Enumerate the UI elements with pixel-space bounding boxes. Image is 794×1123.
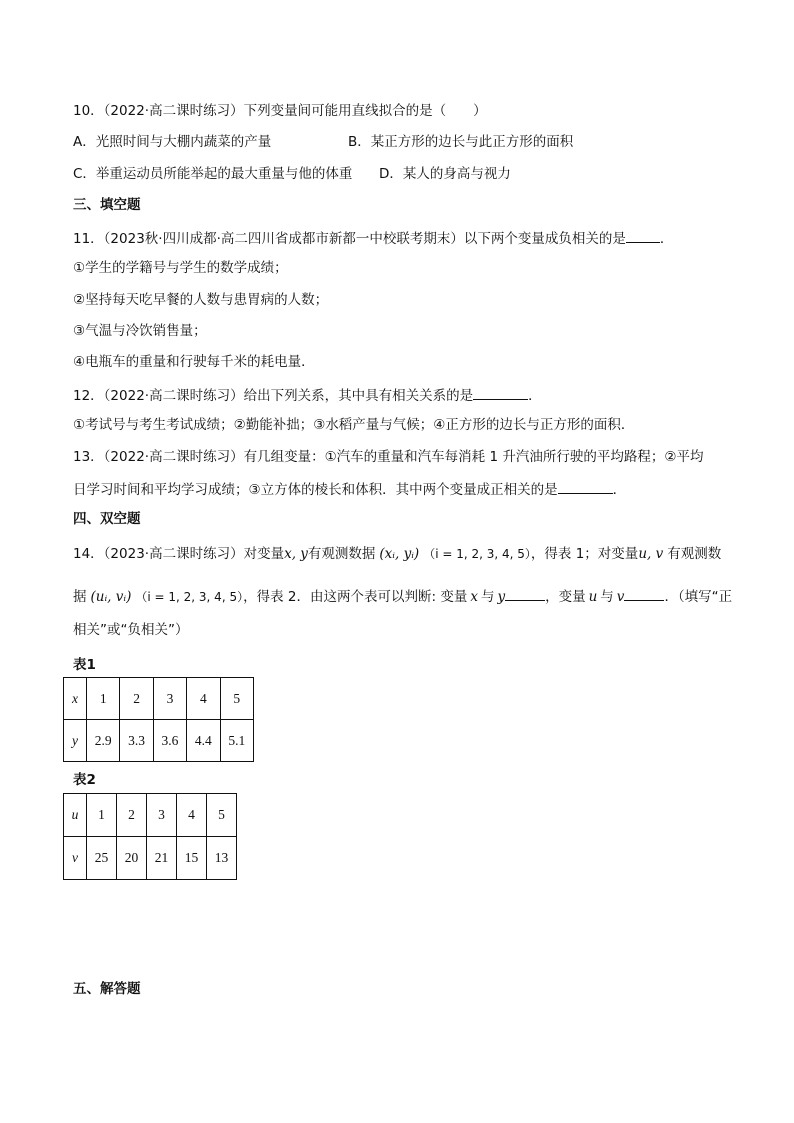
table-1-cell: 5 bbox=[220, 678, 253, 720]
q14-part-6: ，得表 2．由这两个表可以判断: 变量 bbox=[243, 589, 468, 605]
q14-var-u: u bbox=[588, 589, 598, 605]
q14-answer-blank-1[interactable] bbox=[505, 586, 545, 601]
q10-options-row1 bbox=[73, 133, 573, 151]
q14-range-2: （i = 1, 2, 3, 4, 5） bbox=[135, 590, 244, 604]
q14-part-4: 有观测数 bbox=[667, 546, 722, 562]
table-2-row-v bbox=[64, 837, 237, 880]
q14-with-1: 与 bbox=[480, 589, 495, 605]
q13-answer-blank[interactable] bbox=[558, 479, 613, 494]
q13-stem-end: ． bbox=[612, 482, 627, 498]
table-2-cell: 5 bbox=[207, 794, 237, 837]
table-1-header-x: x bbox=[64, 678, 87, 720]
table-2-cell: 21 bbox=[147, 837, 177, 880]
q14-var-v: v bbox=[616, 589, 625, 605]
table-1-cell: 4.4 bbox=[187, 720, 220, 762]
q10-stem: 10．（2022·高二课时练习）下列变量间可能用直线拟合的是（ ） bbox=[73, 103, 487, 119]
table-2-cell: 4 bbox=[177, 794, 207, 837]
q10-option-a: A．光照时间与大棚内蔬菜的产量 bbox=[73, 134, 272, 150]
q14-part-5: 据 bbox=[73, 589, 87, 605]
q11-stem-text: 11．（2023秋·四川成都·高二四川省成都市新都一中校联考期末）以下两个变量成负相关的是 bbox=[73, 231, 626, 247]
q12-items: ①考试号与考生考试成绩；②勤能补拙；③水稻产量与气候；④正方形的边长与正方形的面积． bbox=[73, 417, 635, 433]
table-1-cell: 2.9 bbox=[87, 720, 120, 762]
q11-item-4: ④电瓶车的重量和行驶每千米的耗电量． bbox=[73, 354, 315, 370]
table-2-cell: 1 bbox=[87, 794, 117, 837]
q14-pair-uv: (uᵢ, vᵢ) bbox=[90, 589, 132, 605]
q10-option-c: C．举重运动员所能举起的最大重量与他的体重 bbox=[73, 166, 353, 182]
table-2-header-u: u bbox=[64, 794, 87, 837]
section-heading-double-blank: 四、双空题 bbox=[73, 511, 141, 527]
q11-item-2: ②坚持每天吃早餐的人数与患胃病的人数； bbox=[73, 292, 329, 308]
table-2-cell: 15 bbox=[177, 837, 207, 880]
table-1-header-y: y bbox=[64, 720, 87, 762]
q14-vars-xy: x, y bbox=[284, 546, 308, 562]
q14-line-3: 相关”或“负相关”） bbox=[73, 622, 189, 638]
q11-stem-end: ． bbox=[659, 231, 674, 247]
table-1-cell: 4 bbox=[187, 678, 220, 720]
q14-answer-blank-2[interactable] bbox=[624, 586, 664, 601]
q14-var-x: x bbox=[470, 589, 478, 605]
table-2-cell: 25 bbox=[87, 837, 117, 880]
q14-part-2: 有观测数据 bbox=[307, 546, 376, 562]
q14-part-3: ，得表 1；对变量 bbox=[530, 546, 639, 562]
q14-part-1: 14．（2023·高二课时练习）对变量 bbox=[73, 546, 285, 562]
q12-answer-blank[interactable] bbox=[473, 385, 528, 400]
q12-stem bbox=[73, 385, 542, 405]
table-1-row-x bbox=[64, 678, 254, 720]
q14-pair-xy: (xᵢ, yᵢ) bbox=[379, 546, 420, 562]
table-1-cell: 5.1 bbox=[220, 720, 253, 762]
q10-options-row2 bbox=[73, 165, 511, 183]
table-1-label: 表1 bbox=[73, 657, 96, 673]
section-heading-fill-in: 三、填空题 bbox=[73, 197, 141, 213]
q11-answer-blank[interactable] bbox=[626, 228, 660, 243]
q10-option-d: D．某人的身高与视力 bbox=[379, 166, 511, 182]
section-heading-answer: 五、解答题 bbox=[73, 981, 141, 997]
table-2-cell: 20 bbox=[117, 837, 147, 880]
q12-stem-end: ． bbox=[528, 388, 542, 404]
q11-item-1: ①学生的学籍号与学生的数学成绩； bbox=[73, 260, 288, 276]
q13-line-1: 13．（2022·高二课时练习）有几组变量：①汽车的重量和汽车每消耗 1 升汽油所行驶的平均路程；②平均 bbox=[73, 449, 704, 465]
q13-line-2 bbox=[73, 479, 626, 499]
q13-line-2-text: 日学习时间和平均学习成绩；③立方体的棱长和体积．其中两个变量成正相关的是 bbox=[73, 482, 558, 498]
table-1-cell: 2 bbox=[120, 678, 153, 720]
table-1-row-y bbox=[64, 720, 254, 762]
table-1-cell: 3 bbox=[153, 678, 186, 720]
q14-vars-uv: u, v bbox=[638, 546, 664, 562]
table-1-cell: 3.6 bbox=[153, 720, 186, 762]
q14-with-2: 与 bbox=[600, 589, 614, 605]
q14-part-7: ，变量 bbox=[545, 589, 586, 605]
q11-item-3: ③气温与冷饮销售量； bbox=[73, 323, 207, 339]
table-1 bbox=[63, 677, 254, 762]
q14-var-y: y bbox=[497, 589, 506, 605]
table-2-cell: 3 bbox=[147, 794, 177, 837]
q14-line-2 bbox=[73, 586, 732, 606]
table-2-row-u bbox=[64, 794, 237, 837]
table-2-cell: 13 bbox=[207, 837, 237, 880]
q14-line-1 bbox=[73, 545, 721, 563]
table-2-cell: 2 bbox=[117, 794, 147, 837]
table-2-label: 表2 bbox=[73, 772, 96, 788]
table-1-cell: 3.3 bbox=[120, 720, 153, 762]
q14-range-1: （i = 1, 2, 3, 4, 5） bbox=[423, 547, 531, 561]
q11-stem bbox=[73, 228, 673, 248]
q10-option-b: B．某正方形的边长与此正方形的面积 bbox=[348, 134, 574, 150]
table-2 bbox=[63, 793, 237, 880]
q14-part-8: ．（填写“正 bbox=[664, 589, 733, 605]
table-1-cell: 1 bbox=[87, 678, 120, 720]
table-2-header-v: v bbox=[64, 837, 87, 880]
q12-stem-text: 12．（2022·高二课时练习）给出下列关系，其中具有相关关系的是 bbox=[73, 388, 474, 404]
